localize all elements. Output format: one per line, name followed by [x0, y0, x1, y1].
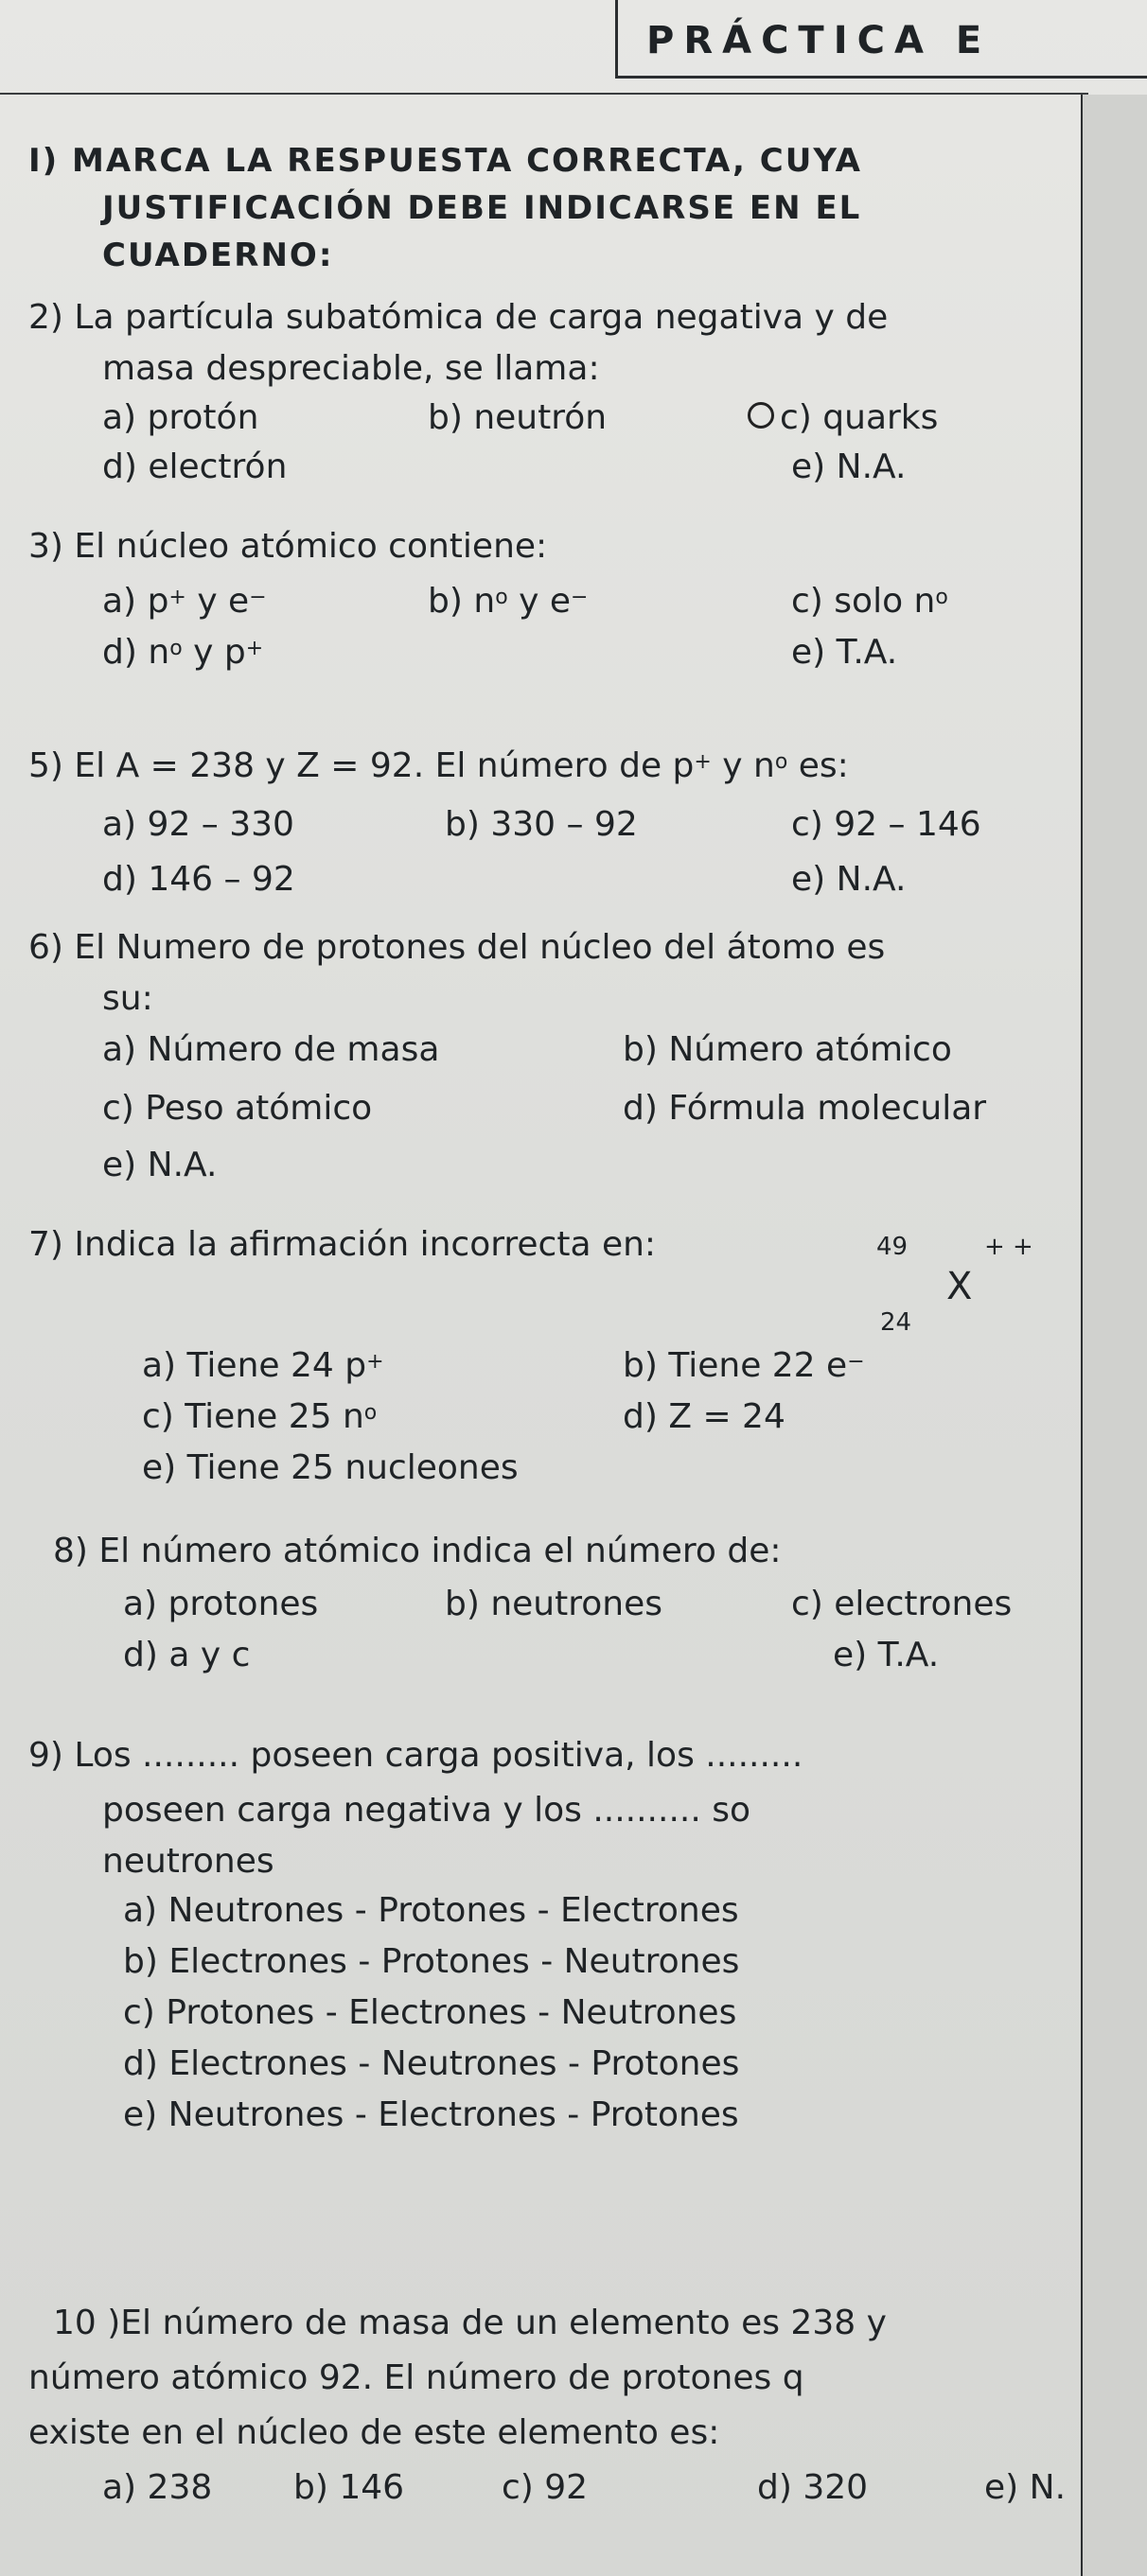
page-title: PRÁCTICA E	[646, 19, 992, 62]
q3-stem: 3) El núcleo atómico contiene:	[28, 527, 548, 566]
q2-stem-1: 2) La partícula subatómica de carga negativa y de	[28, 298, 889, 337]
q7-option-d[interactable]: d) Z = 24	[623, 1397, 785, 1436]
q7-stem: 7) Indica la afirmación incorrecta en:	[28, 1225, 657, 1264]
q7-mass-number: 49	[876, 1233, 909, 1261]
q8-option-c[interactable]: c) electrones	[791, 1585, 1013, 1623]
q2-option-b[interactable]: b) neutrón	[428, 398, 608, 437]
q5-option-a[interactable]: a) 92 – 330	[102, 805, 294, 844]
q6-option-d[interactable]: d) Fórmula molecular	[623, 1089, 987, 1128]
q10-stem-1: 10 )El número de masa de un elemento es 238 y	[53, 2304, 887, 2342]
q5-option-e[interactable]: e) N.A.	[791, 860, 907, 899]
q3-option-a[interactable]: a) p+ y e−	[102, 582, 267, 621]
q3-option-b[interactable]: b) $n^o$ y e−	[428, 582, 589, 621]
q5-option-d[interactable]: d) 146 – 92	[102, 860, 295, 899]
instruction-line-3: CUADERNO:	[102, 237, 334, 274]
q9-option-e[interactable]: e) Neutrones - Electrones - Protones	[123, 2095, 739, 2134]
q5-option-c[interactable]: c) 92 – 146	[791, 805, 981, 844]
q5-stem: 5) El A = 238 y Z = 92. El número de p+ y $n^o$ es:	[28, 746, 849, 785]
q6-option-e[interactable]: e) N.A.	[102, 1146, 218, 1184]
q10-option-d[interactable]: d) 320	[757, 2468, 869, 2507]
q2-stem-2: masa despreciable, se llama:	[102, 349, 600, 388]
q9-stem-3: neutrones	[102, 1842, 274, 1881]
q8-option-a[interactable]: a) protones	[123, 1585, 319, 1623]
q9-option-d[interactable]: d) Electrones - Neutrones - Protones	[123, 2044, 740, 2083]
q6-option-a[interactable]: a) Número de masa	[102, 1030, 440, 1069]
marked-answer-icon	[748, 402, 774, 429]
q2-option-a[interactable]: a) protón	[102, 398, 259, 437]
q8-option-e[interactable]: e) T.A.	[833, 1636, 940, 1674]
q7-option-c[interactable]: c) Tiene 25 $n^o$	[142, 1397, 378, 1436]
q2-option-c[interactable]	[748, 397, 938, 439]
q7-option-e[interactable]: e) Tiene 25 nucleones	[142, 1448, 519, 1487]
q10-option-c[interactable]: c) 92	[502, 2468, 589, 2507]
q10-option-e[interactable]: e) N.	[984, 2468, 1067, 2507]
q3-option-d[interactable]: d) $n^o$ y p+	[102, 633, 264, 672]
title-box	[615, 0, 1147, 79]
q6-option-c[interactable]: c) Peso atómico	[102, 1089, 373, 1128]
q7-option-b[interactable]: b) Tiene 22 e−	[623, 1346, 865, 1385]
q7-atomic-number: 24	[880, 1308, 912, 1337]
q9-stem-2: poseen carga negativa y los .......... so	[102, 1791, 751, 1830]
q2-option-e[interactable]: e) N.A.	[791, 447, 907, 486]
q3-option-e[interactable]: e) T.A.	[791, 633, 898, 672]
q3-option-c[interactable]: c) solo $n^o$	[791, 582, 948, 621]
q10-stem-3: existe en el núcleo de este elemento es:	[28, 2413, 720, 2452]
q5-option-b[interactable]: b) 330 – 92	[445, 805, 638, 844]
q10-stem-2: número atómico 92. El número de protones q	[28, 2358, 804, 2397]
q10-option-a[interactable]: a) 238	[102, 2468, 213, 2507]
q9-option-c[interactable]: c) Protones - Electrones - Neutrones	[123, 1993, 737, 2032]
q6-stem-2: su:	[102, 979, 153, 1018]
q7-charge: + +	[984, 1233, 1033, 1261]
q2-option-c-label: c) quarks	[780, 398, 939, 437]
q8-option-d[interactable]: d) a y c	[123, 1636, 251, 1674]
q2-option-d[interactable]: d) electrón	[102, 447, 288, 486]
q8-option-b[interactable]: b) neutrones	[445, 1585, 662, 1623]
q9-stem-1: 9) Los ......... poseen carga positiva, los .........	[28, 1736, 803, 1775]
q6-stem-1: 6) El Numero de protones del núcleo del átomo es	[28, 928, 886, 967]
q7-symbol: X	[946, 1265, 973, 1308]
q7-option-a[interactable]: a) Tiene 24 p+	[142, 1346, 384, 1385]
instruction-line-2: JUSTIFICACIÓN DEBE INDICARSE EN EL	[102, 189, 862, 227]
instruction-line-1: I) MARCA LA RESPUESTA CORRECTA, CUYA	[28, 142, 862, 180]
q8-stem: 8) El número atómico indica el número de:	[53, 1532, 782, 1570]
q6-option-b[interactable]: b) Número atómico	[623, 1030, 952, 1069]
q10-option-b[interactable]: b) 146	[293, 2468, 405, 2507]
page-edge-strip	[1081, 95, 1147, 2576]
q9-option-b[interactable]: b) Electrones - Protones - Neutrones	[123, 1942, 740, 1981]
q9-option-a[interactable]: a) Neutrones - Protones - Electrones	[123, 1891, 739, 1930]
title-divider	[0, 93, 1088, 95]
